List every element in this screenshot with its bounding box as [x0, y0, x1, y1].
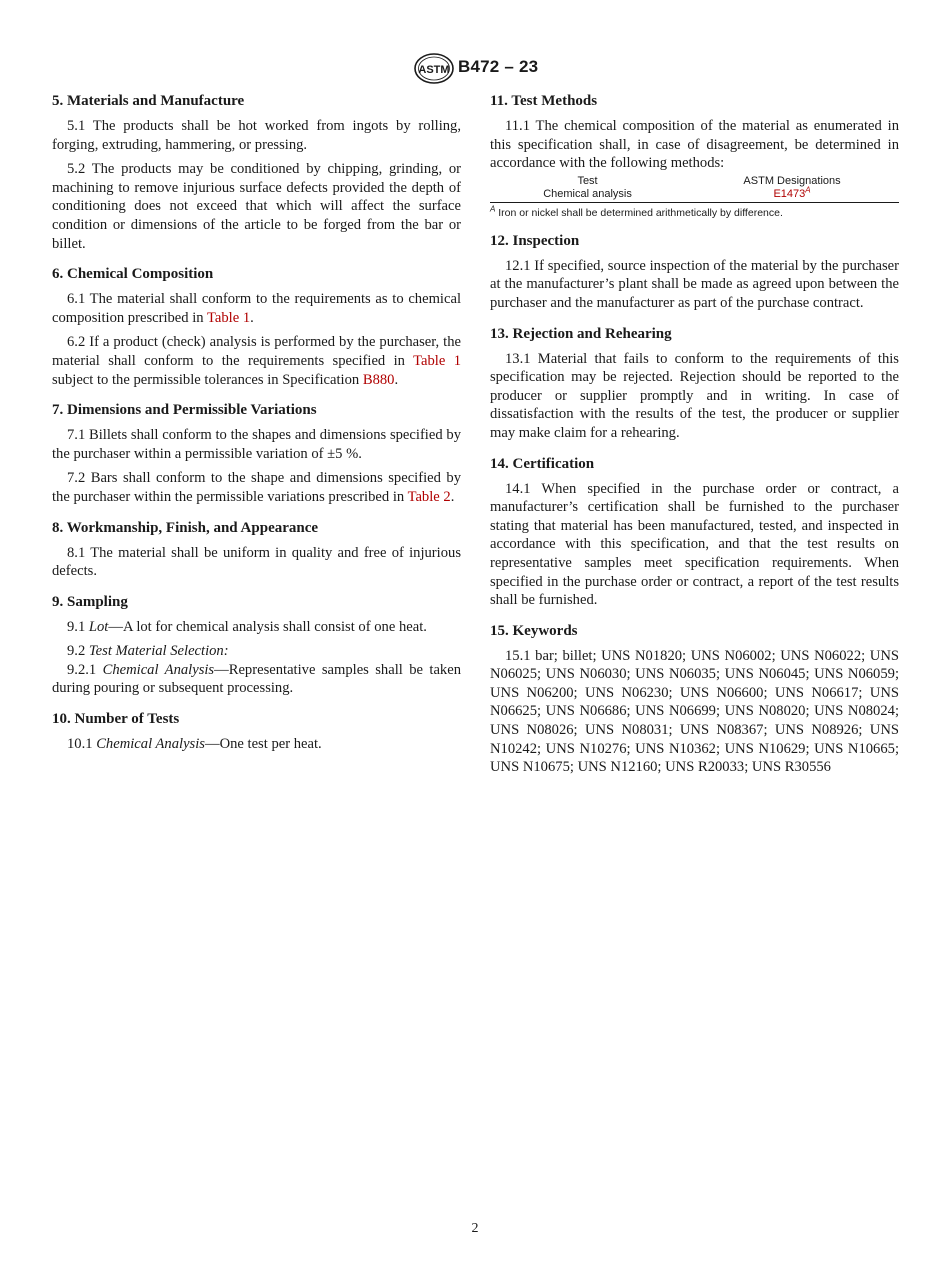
paragraph: 11.1 The chemical composition of the material as enumerated in this specification shall, in case of disagreement, be determined in accordance with the following methods: — [490, 118, 899, 172]
column-header: Test — [577, 174, 598, 187]
section-14 — [490, 455, 899, 610]
page-header — [0, 53, 950, 85]
paragraph: 13.1 Material that fails to conform to the requirements of this specification may be rejected. Rejection should be reported to the producer or supplier promptly and in writing. In case of dissatisfaction with the results of the test, the producer or supplier may make claim for a rehearing. — [490, 350, 899, 441]
paragraph: 6.1 The material shall conform to the requirements as to chemical composition prescribed in Table 1. — [52, 291, 461, 326]
table-cell — [685, 185, 899, 203]
paragraph: 15.1 bar; billet; UNS N01820; UNS N06002; UNS N06022; UNS N06025; UNS N06030; UNS N06035; UNS N06045; UNS N06059; UNS N06200; UNS N06230; UNS N06600; UNS N06617; UNS N06625; UNS N06686; UNS N06699; UNS N08020; UNS N08024; UNS N08026; UNS N08031; UNS N08367; UNS N08926; UNS N10242; UNS N10276; UNS N10362; UNS N10629; UNS N10665; UNS N10675; UNS N12160; UNS R20033; UNS R30556 — [490, 647, 899, 776]
paragraph: 7.1 Billets shall conform to the shapes and dimensions specified by the purchaser within a permissible variation of ±5 %. — [52, 427, 461, 462]
section-title: 10. Number of Tests — [52, 711, 180, 728]
section-13 — [490, 325, 899, 443]
e1473-link[interactable]: E1473 — [773, 187, 806, 200]
section-15 — [490, 622, 899, 777]
paragraph: 9.2.1 Chemical Analysis—Representative samples shall be taken during pouring or subsequent processing. — [52, 661, 461, 697]
paragraph: 14.1 When specified in the purchase order or contract, a manufacturer’s certification shall be furnished to the purchaser stating that material has been manufactured, tested, and inspected in accordance with this specification, and that the test results on representative samples meet specification requirements. When specified in the purchase order or contract, a report of the test results shall be furnished. — [490, 480, 899, 609]
section-7 — [52, 401, 461, 506]
table-1-link[interactable]: Table 1 — [413, 352, 462, 369]
document-designation: B472 – 23 — [458, 57, 539, 76]
section-title: 7. Dimensions and Permissible Variations — [52, 402, 317, 419]
section-12 — [490, 232, 899, 313]
section-10 — [52, 710, 461, 754]
table-cell: Chemical analysis — [490, 188, 685, 203]
section-title: 11. Test Methods — [490, 93, 598, 109]
table-1-link[interactable]: Table 1 — [206, 309, 251, 326]
section-11 — [490, 92, 899, 220]
column-header: ASTM Designations — [743, 174, 841, 187]
section-title: 15. Keywords — [490, 622, 578, 639]
footnote-mark: A — [805, 185, 811, 195]
section-title: 12. Inspection — [490, 232, 580, 249]
section-title: 8. Workmanship, Finish, and Appearance — [52, 519, 319, 536]
section-title: 9. Sampling — [52, 593, 128, 610]
astm-logo-icon — [414, 53, 454, 84]
paragraph: 7.2 Bars shall conform to the shape and dimensions specified by the purchaser within the permissible variations prescribed in Table 2. — [52, 470, 461, 505]
table-header-row — [490, 175, 899, 188]
section-title: 13. Rejection and Rehearing — [490, 325, 672, 342]
section-title: 14. Certification — [490, 455, 595, 472]
left-column — [52, 92, 461, 766]
paragraph: 5.1 The products shall be hot worked from ingots by rolling, forging, extruding, hammering, or pressing. — [52, 118, 461, 153]
paragraph: 9.1 Lot—A lot for chemical analysis shall consist of one heat. — [67, 618, 427, 635]
right-column — [490, 92, 899, 789]
section-9 — [52, 593, 461, 698]
table-2-link[interactable]: Table 2 — [407, 488, 451, 505]
paragraph: 10.1 Chemical Analysis—One test per heat. — [67, 736, 322, 753]
section-6 — [52, 265, 461, 389]
page-number: 2 — [471, 1221, 479, 1236]
test-methods-table — [490, 175, 899, 203]
paragraph: 12.1 If specified, source inspection of the material by the purchaser at the manufacturer’s plant shall be made as agreed upon between the purchaser and the manufacturer as part of the purchase contract. — [490, 257, 899, 311]
logo-text: ASTM — [418, 64, 450, 76]
paragraph: 9.2 Test Material Selection: — [67, 643, 229, 660]
section-title: 6. Chemical Composition — [52, 266, 214, 283]
paragraph: 5.2 The products may be conditioned by chipping, grinding, or machining to remove injurious surface defects provided the depth of conditioning does not exceed that which will affect the surface condition or dimensions of the article to be forged from the bar or billet. — [52, 161, 461, 252]
paragraph: 6.2 If a product (check) analysis is performed by the purchaser, the material shall conform to the requirements specified in Table 1 subject to the permissible tolerances in Specification B880. — [52, 334, 462, 388]
paragraph: 8.1 The material shall be uniform in quality and free of injurious defects. — [52, 544, 461, 580]
table-row — [490, 188, 899, 203]
section-5 — [52, 92, 461, 253]
section-title: 5. Materials and Manufacture — [52, 93, 245, 109]
section-8 — [52, 519, 461, 581]
table-footnote: $^A$ Iron or nickel shall be determined arithmetically by difference. — [490, 204, 783, 219]
b880-link[interactable]: B880 — [362, 371, 395, 388]
